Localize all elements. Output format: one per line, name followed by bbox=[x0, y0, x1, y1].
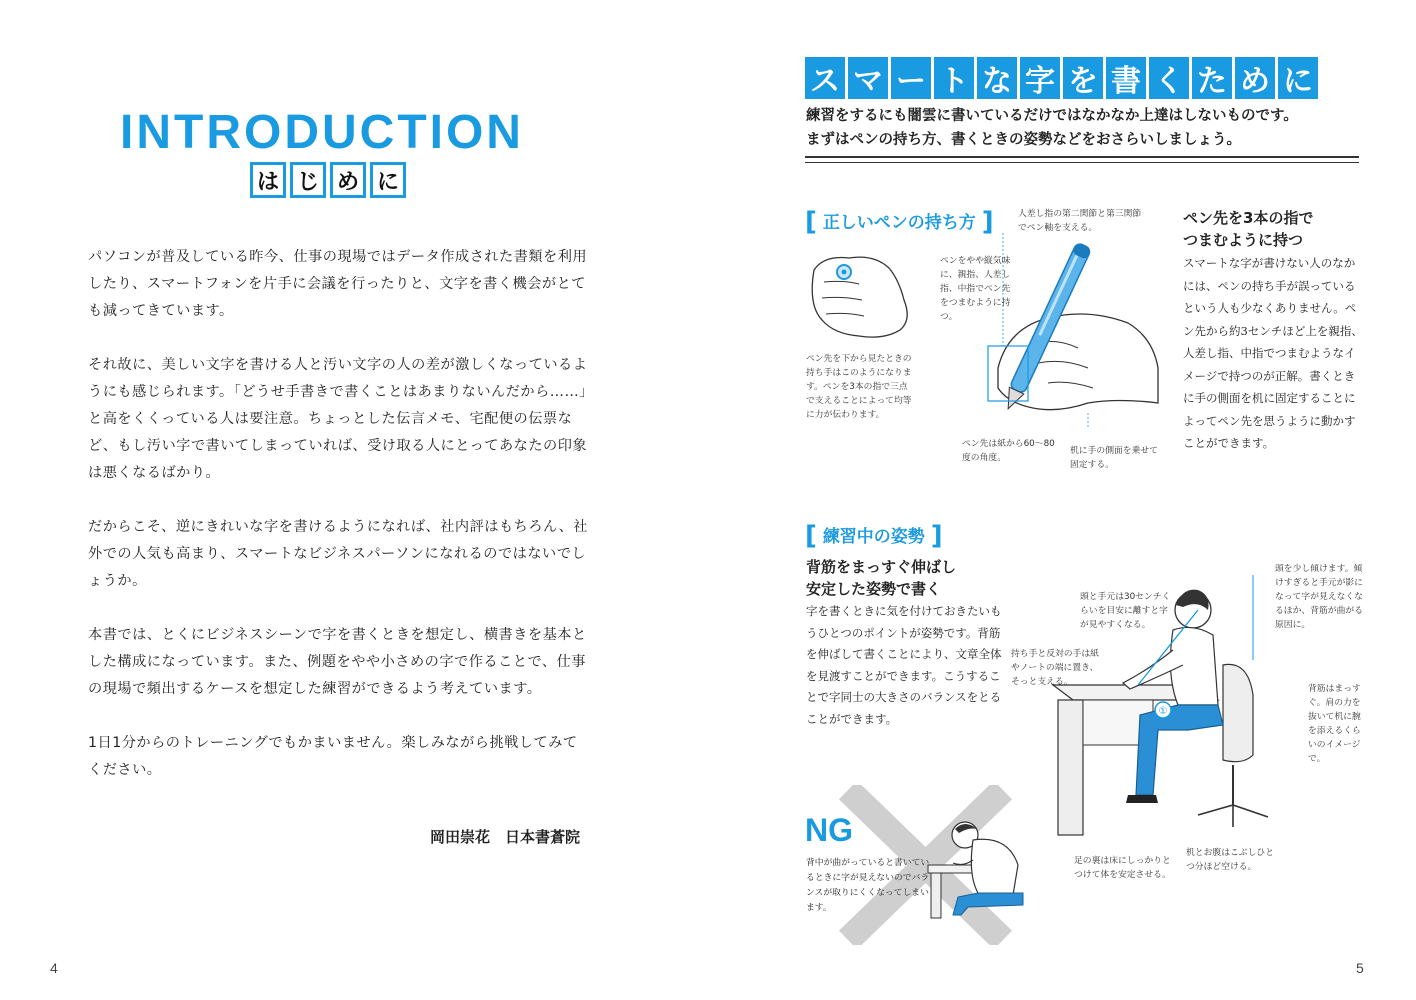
ng-posture-illustration bbox=[923, 805, 1035, 920]
headline-char: た bbox=[1192, 57, 1232, 99]
lead-text bbox=[806, 104, 1366, 152]
posture-heading-line: 背筋をまっすぐ伸ばし bbox=[806, 558, 957, 576]
divider bbox=[805, 162, 1359, 163]
section-label-text: 練習中の姿勢 bbox=[822, 527, 925, 547]
posture-body: 字を書くときに気を付けておきたいもうひとつのポイントが姿勢です。背筋を伸ばして書くことにより、文章全体を見渡すことができます。こうすることで字同士の大きさのバランスをとることができます。 bbox=[806, 604, 1002, 726]
caption-finger-grip: ペンをやや縦気味に、親指、人差し指、中指でペン先をつまむように持つ。 bbox=[940, 256, 1011, 322]
caption-support-hand: 持ち手と反対の手は紙やノートの端に置き、そっと支える。 bbox=[1011, 649, 1099, 687]
pen-heading-line: ペン先を3本の指で bbox=[1183, 209, 1314, 227]
intro-body bbox=[88, 244, 588, 811]
subtitle-char: に bbox=[370, 162, 406, 198]
headline-char: に bbox=[1278, 57, 1318, 99]
pen-tip-view-illustration bbox=[804, 250, 919, 345]
headline-char: な bbox=[977, 57, 1017, 99]
paragraph: 1日1分からのトレーニングでもかまいません。楽しみながら挑戦してみてください。 bbox=[88, 735, 578, 778]
divider bbox=[805, 156, 1359, 158]
page-headline bbox=[805, 57, 1318, 99]
headline-char: 書 bbox=[1106, 57, 1146, 99]
subtitle-char: じ bbox=[290, 162, 326, 198]
marker-one: ① bbox=[1158, 706, 1168, 717]
headline-char: く bbox=[1149, 57, 1189, 99]
paragraph: それ故に、美しい文字を書ける人と汚い文字の人の差が激しくなっているようにも感じられます。「どうせ手書きで書くことはあまりないんだから……」と高をくくっている人は要注意。ちょっとした伝言メモ、宅配便の伝票など、もし汚い字で書いてしまっていれば、受け取る人にとってあなたの印象は悪くなるばかり。 bbox=[88, 357, 588, 481]
ng-label: NG bbox=[805, 812, 853, 848]
caption-feet: 足の裏は床にしっかりとつけて体を安定させる。 bbox=[1074, 856, 1171, 880]
section-label-posture: [ 練習中の姿勢 ] bbox=[805, 521, 943, 551]
caption-hand-side: 机に手の側面を乗せて固定する。 bbox=[1070, 446, 1158, 470]
section-label-pen: [ 正しいペンの持ち方 ] bbox=[805, 207, 994, 237]
paragraph: だからこそ、逆にきれいな字を書けるようになれば、社内評はもちろん、社外での人気も高まり、スマートなビジネスパーソンになれるのではないでしょうか。 bbox=[88, 519, 588, 589]
caption-distance: 頭と手元は30センチくらいを目安に離すと字が見やすくなる。 bbox=[1080, 592, 1171, 630]
caption-head-tilt: 頭を少し傾けます。傾けすぎると手元が影になって字が見えなくなるほか、背筋が曲がる原因に。 bbox=[1275, 564, 1363, 630]
lead-line: まずはペンの持ち方、書くときの姿勢などをおさらいしましょう。 bbox=[806, 132, 1241, 148]
posture-heading bbox=[806, 556, 956, 600]
caption-straight-back: 背筋はまっすぐ。肩の力を抜いて机に腕を添えるくらいのイメージで。 bbox=[1308, 684, 1361, 764]
page-number: 4 bbox=[50, 960, 58, 976]
section-label-text: 正しいペンの持ち方 bbox=[822, 213, 976, 233]
page-number: 5 bbox=[1356, 960, 1364, 976]
caption-pen-tip: ペン先を下から見たときの持ち手はこのようになります。ペンを3本の指で三点で支えることによって均等に力が伝わります。 bbox=[806, 354, 912, 420]
headline-char: 字 bbox=[1020, 57, 1060, 99]
headline-char: ス bbox=[805, 57, 845, 99]
subtitle-char: め bbox=[330, 162, 366, 198]
headline-char: を bbox=[1063, 57, 1103, 99]
ng-caption: 背中が曲がっていると書いているときに字が見えないのでバランスが取りにくくなってしまいます。 bbox=[806, 858, 930, 913]
headline-char: め bbox=[1235, 57, 1275, 99]
author-signature: 岡田崇花 日本書蒼院 bbox=[429, 828, 580, 846]
paragraph: パソコンが普及している昨今、仕事の現場ではデータ作成された書類を利用したり、スマートフォンを片手に会議を行ったりと、文字を書く機会がとても減ってきています。 bbox=[88, 249, 588, 319]
headline-char: マ bbox=[848, 57, 888, 99]
headline-char: ト bbox=[934, 57, 974, 99]
lead-line: 練習をするにも闇雲に書いているだけではなかなか上達はしないものです。 bbox=[806, 108, 1298, 124]
pen-body: スマートな字が書けない人のなかには、ペンの持ち手が誤っているという人も少なくありません。ペン先から約3センチほど上を親指、人差し指、中指でつまむようなイメージで持つのが正解。書くときに手の側面を机に固定することによってペン先を思うように動かすことができます。 bbox=[1183, 256, 1363, 450]
caption-desk-gap: 机とお腹はこぶしひとつ分ほど空ける。 bbox=[1186, 848, 1274, 872]
intro-title: INTRODUCTION bbox=[120, 106, 524, 159]
caption-pen-angle: ペン先は紙から60〜80度の角度。 bbox=[962, 439, 1055, 463]
caption-index-finger: 人差し指の第二関節と第三関節でペン軸を支える。 bbox=[1018, 209, 1142, 233]
paragraph: 本書では、とくにビジネスシーンで字を書くときを想定し、横書きを基本とした構成になっています。また、例題をやや小さめの字で作ることで、仕事の現場で頻出するケースを想定した練習ができるよう考えています。 bbox=[88, 627, 587, 697]
headline-char: ー bbox=[891, 57, 931, 99]
pen-heading-line: つまむように持つ bbox=[1183, 231, 1304, 249]
intro-subtitle bbox=[250, 162, 406, 198]
posture-heading-line: 安定した姿勢で書く bbox=[806, 580, 942, 598]
page-right bbox=[708, 0, 1416, 1000]
subtitle-char: は bbox=[250, 162, 286, 198]
pen-heading bbox=[1183, 207, 1313, 251]
